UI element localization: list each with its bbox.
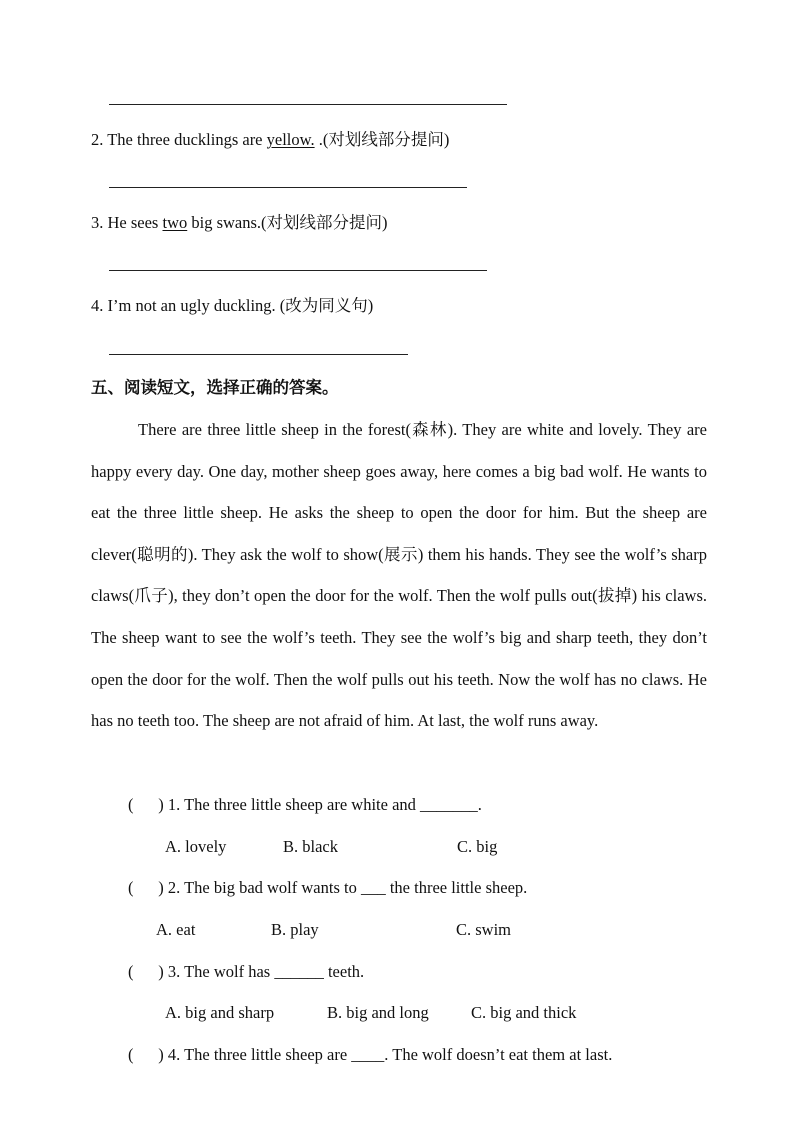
answer-blank[interactable]: ( ) — [128, 962, 164, 981]
q2-suffix: .(对划线部分提问) — [314, 130, 450, 149]
q3-suffix: big swans.(对划线部分提问) — [187, 213, 388, 232]
passage-text: There are three little sheep in the forest(森林). They are white and lovely. They are happy every day. One day, mother sheep goes away, here comes a big bad wolf. He wants to eat the three little sheep. He asks the sheep to open the door for him. But the sheep are clever(聪明的). They ask the wolf to show(展示) them his hands. They see the wolf’s sharp claws(爪子), they don’t open the door for the wolf. Then the wolf pulls out(拔掉) his claws. The sheep want to see the wolf’s teeth. They see the wolf’s big and sharp teeth, they don’t open the door for the wolf. Then the wolf pulls out his teeth. Now the wolf has no claws. He has no teeth too. The sheep are not afraid of him. At last, the wolf runs away. — [91, 420, 707, 731]
option-c[interactable]: C. swim — [456, 920, 512, 939]
answer-line-1[interactable] — [109, 104, 507, 105]
answer-blank[interactable]: ( ) — [128, 1045, 164, 1064]
q3-prefix: 3. He sees — [91, 213, 163, 232]
q2-prefix: 2. The three ducklings are — [91, 130, 267, 149]
q3-underlined: two — [162, 213, 188, 232]
answer-line-3[interactable] — [109, 270, 487, 271]
option-a[interactable]: A. big and sharp — [165, 1003, 275, 1022]
answer-line-2[interactable] — [109, 187, 467, 188]
option-a[interactable]: A. lovely — [165, 837, 227, 856]
q2-underlined: yellow. — [266, 130, 315, 149]
question-stem: 2. The big bad wolf wants to ___ the three little sheep. — [167, 878, 528, 897]
answer-line-4[interactable] — [109, 354, 408, 355]
reading-passage — [91, 409, 707, 742]
option-a[interactable]: A. eat — [156, 920, 196, 939]
mc-question-1 — [128, 795, 482, 815]
question-stem: 3. The wolf has ______ teeth. — [167, 962, 365, 981]
option-c[interactable]: C. big and thick — [471, 1003, 577, 1022]
option-b[interactable]: B. black — [283, 837, 338, 856]
mc-question-3 — [128, 962, 364, 982]
question-stem: 1. The three little sheep are white and _______. — [167, 795, 482, 814]
option-b[interactable]: B. big and long — [327, 1003, 429, 1022]
section-heading: 五、阅读短文，选择正确的答案。 — [91, 378, 339, 397]
mc-question-2 — [128, 878, 527, 898]
option-c[interactable]: C. big — [457, 837, 498, 856]
rewrite-question-2 — [91, 130, 449, 150]
rewrite-question-3 — [91, 213, 388, 233]
answer-blank[interactable]: ( ) — [128, 795, 164, 814]
question-stem: 4. The three little sheep are ____. The wolf doesn’t eat them at last. — [167, 1045, 613, 1064]
answer-blank[interactable]: ( ) — [128, 878, 164, 897]
option-b[interactable]: B. play — [271, 920, 319, 939]
q4-text: 4. I’m not an ugly duckling. (改为同义句) — [91, 296, 374, 315]
mc-question-4 — [128, 1045, 612, 1065]
rewrite-question-4 — [91, 296, 373, 316]
